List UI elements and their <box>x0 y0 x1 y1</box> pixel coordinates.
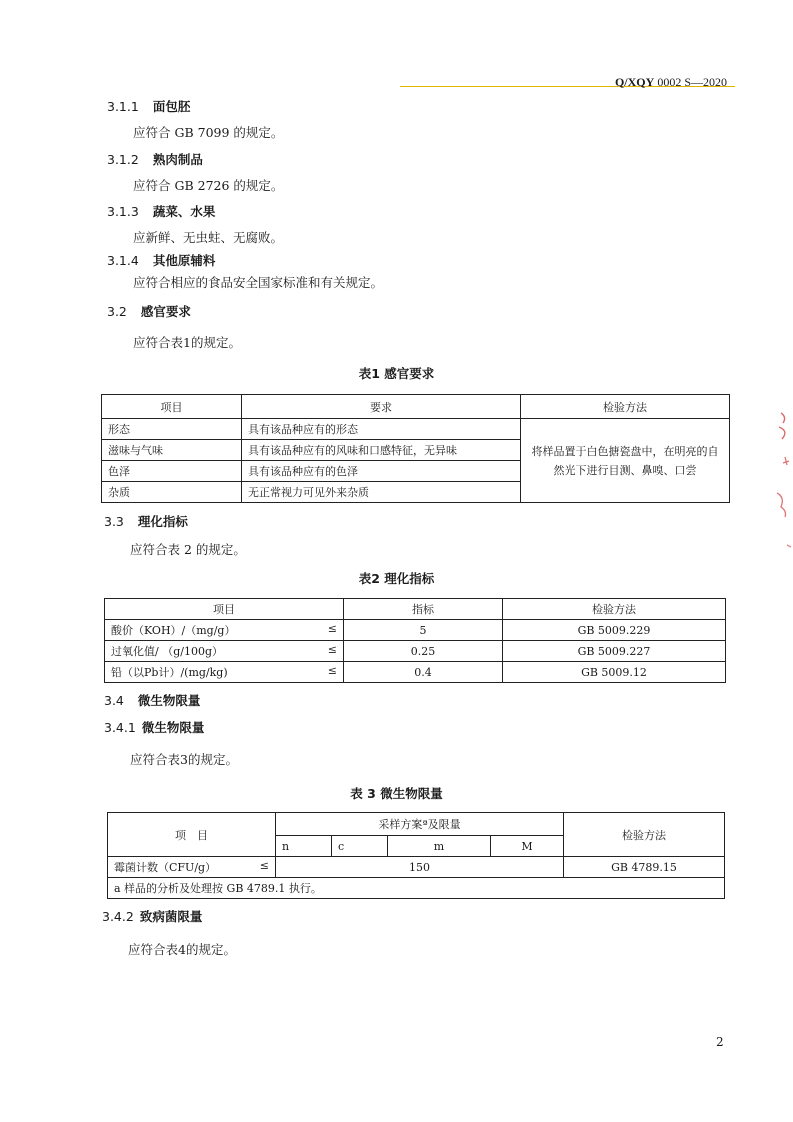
table3-subheader-c: c <box>332 836 388 857</box>
text-3-1-3: 应新鲜、无虫蛀、无腐败。 <box>133 230 284 245</box>
table1-requirement: 具有该品种应有的形态 <box>242 419 521 440</box>
text-3-1-4: 应符合相应的食品安全国家标准和有关规定。 <box>133 275 384 290</box>
document-code: Q/XQY 0002 S—2020 <box>614 75 727 89</box>
heading-3-4-2: 3.4.2 致病菌限量 <box>102 909 203 924</box>
heading-3-2: 3.2 感官要求 <box>107 304 191 319</box>
table1-item: 形态 <box>102 419 242 440</box>
table3-caption: 表 3 微生物限量 <box>350 786 443 801</box>
table1-item: 滋味与气味 <box>102 440 242 461</box>
table3-header-item: 项 目 <box>108 813 276 857</box>
table2-value: 0.25 <box>344 641 503 662</box>
table1-header-requirement: 要求 <box>242 395 521 419</box>
table3-item: 霉菌计数（CFU/g） ≤ <box>108 857 276 878</box>
table1-method: 将样品置于白色搪瓷盘中，在明亮的自然光下进行目测、鼻嗅、口尝 <box>521 419 730 503</box>
heading-3-4-1: 3.4.1 微生物限量 <box>104 720 205 735</box>
table1 <box>101 394 730 503</box>
table3-footnote: a 样品的分析及处理按 GB 4789.1 执行。 <box>108 878 725 899</box>
heading-3-3: 3.3 理化指标 <box>104 514 188 529</box>
table2-method: GB 5009.229 <box>503 620 726 641</box>
table2-le-symbol: ≤ <box>327 622 337 635</box>
table2-caption: 表2 理化指标 <box>358 571 435 586</box>
text-3-2: 应符合表1的规定。 <box>133 335 241 350</box>
table2-le-symbol: ≤ <box>327 643 337 656</box>
table2-value: 0.4 <box>344 662 503 683</box>
table1-requirement: 具有该品种应有的风味和口感特征，无异味 <box>242 440 521 461</box>
text-3-1-1: 应符合 GB 7099 的规定。 <box>133 125 284 140</box>
table3-subheader-n: n <box>276 836 332 857</box>
table3-header-plan: 采样方案ª及限量 <box>276 813 564 836</box>
table2-le-symbol: ≤ <box>327 664 337 677</box>
table1-item: 色泽 <box>102 461 242 482</box>
table3-le-symbol: ≤ <box>259 859 269 872</box>
heading-3-4: 3.4 微生物限量 <box>104 693 201 708</box>
text-3-1-2: 应符合 GB 2726 的规定。 <box>133 178 284 193</box>
text-3-4-2: 应符合表4的规定。 <box>128 942 236 957</box>
table2-header-item: 项目 <box>105 599 344 620</box>
table2-value: 5 <box>344 620 503 641</box>
table3-method: GB 4789.15 <box>564 857 725 878</box>
table3-subheader-m: m <box>388 836 491 857</box>
table2-method: GB 5009.227 <box>503 641 726 662</box>
table2-header-value: 指标 <box>344 599 503 620</box>
page-number: 2 <box>716 1035 724 1049</box>
table3-subheader-M: M <box>491 836 564 857</box>
table2-item: 酸价（KOH）/（mg/g） ≤ <box>105 620 344 641</box>
table2 <box>104 598 726 683</box>
table3-header-method: 检验方法 <box>564 813 725 857</box>
table1-requirement: 无正常视力可见外来杂质 <box>242 482 521 503</box>
text-3-4-1: 应符合表3的规定。 <box>130 752 238 767</box>
table1-header-item: 项目 <box>102 395 242 419</box>
table2-header-method: 检验方法 <box>503 599 726 620</box>
heading-3-1-3: 3.1.3 蔬菜、水果 <box>107 204 216 219</box>
heading-3-1-2: 3.1.2 熟肉制品 <box>107 152 203 167</box>
table2-method: GB 5009.12 <box>503 662 726 683</box>
table1-caption: 表1 感官要求 <box>358 366 435 381</box>
table1-item: 杂质 <box>102 482 242 503</box>
text-3-3: 应符合表 2 的规定。 <box>130 542 246 557</box>
table1-requirement: 具有该品种应有的色泽 <box>242 461 521 482</box>
table2-item: 过氧化值/ （g/100g） ≤ <box>105 641 344 662</box>
table2-item: 铅（以Pb计）/(mg/kg) ≤ <box>105 662 344 683</box>
table1-header-method: 检验方法 <box>521 395 730 419</box>
table3-value: 150 <box>276 857 564 878</box>
table3 <box>107 812 725 899</box>
heading-3-1-4: 3.1.4 其他原辅料 <box>107 253 216 268</box>
seal-stamp-fragment <box>767 405 793 555</box>
heading-3-1-1: 3.1.1 面包胚 <box>107 99 191 114</box>
